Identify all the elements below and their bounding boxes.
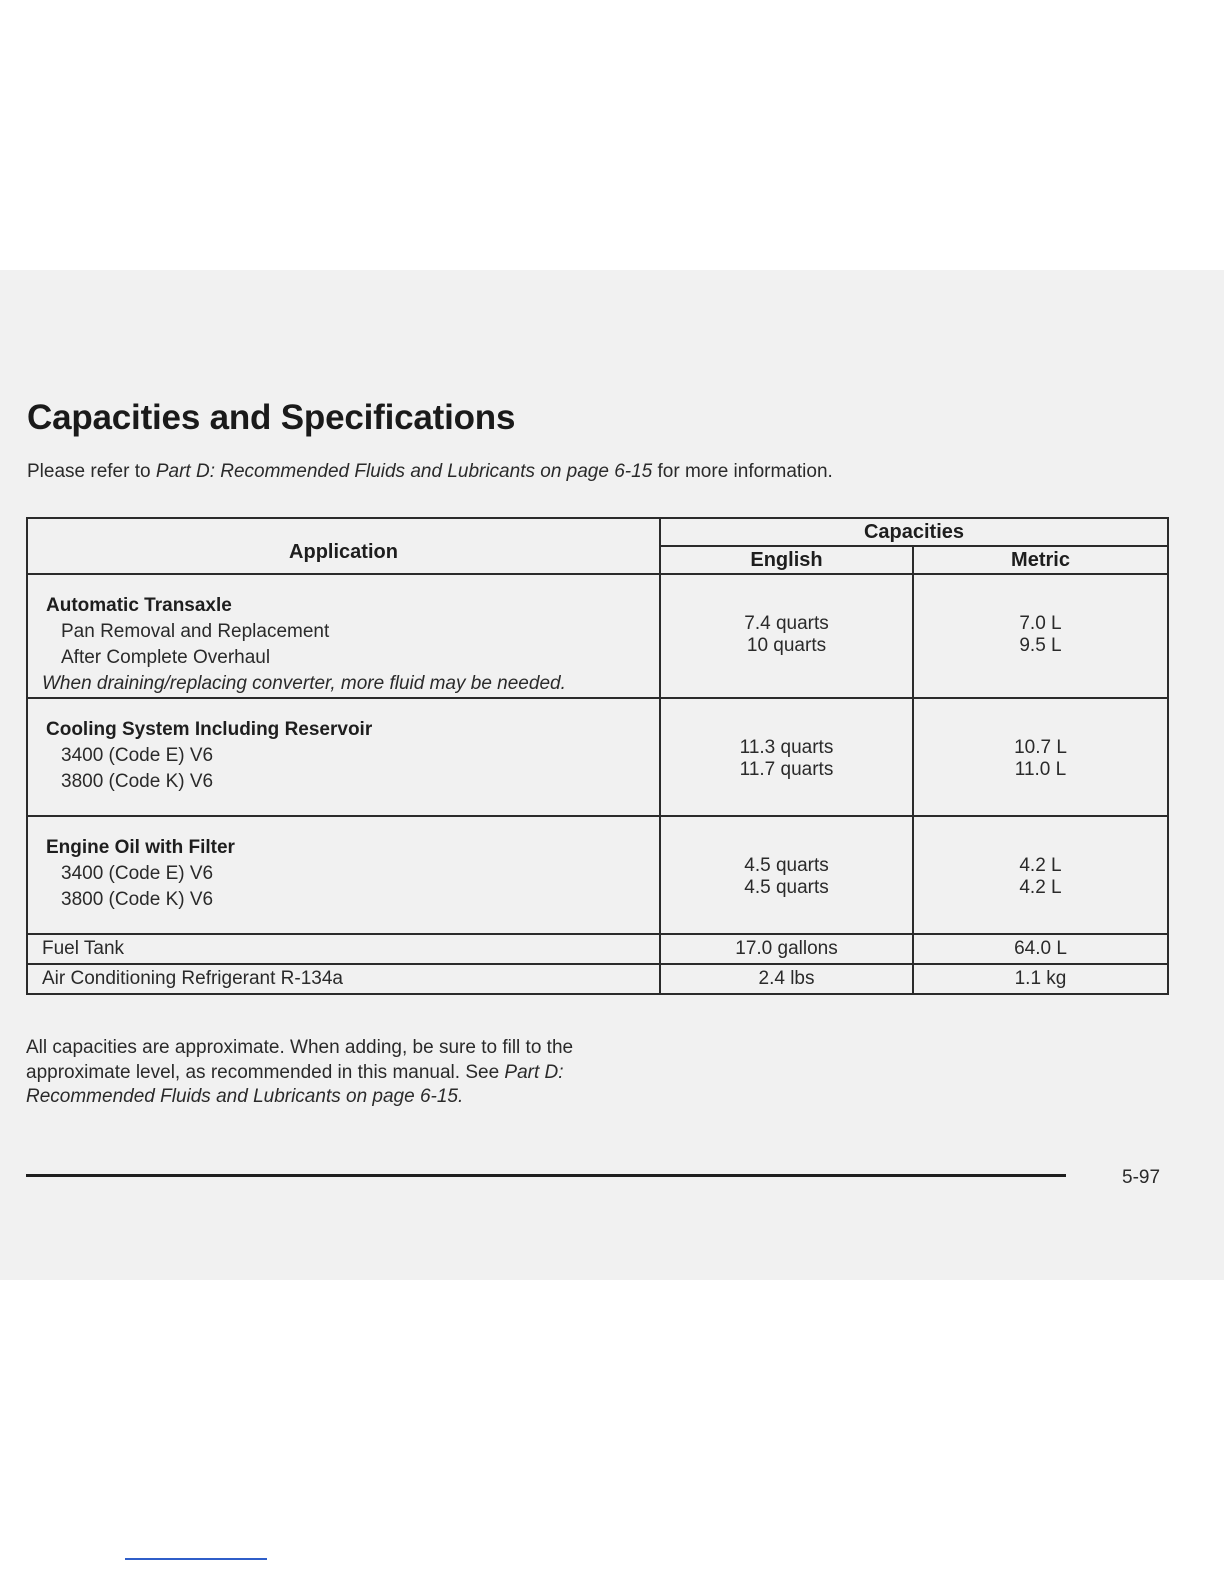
application-cell	[27, 574, 660, 698]
intro-reference: Part D: Recommended Fluids and Lubricants on page 6-15	[155, 461, 653, 482]
english-value: 4.5 quarts	[744, 855, 829, 876]
item-label: After Complete Overhaul	[61, 647, 271, 668]
table-row	[27, 934, 1168, 964]
english-value: 11.7 quarts	[739, 759, 834, 780]
english-value: 2.4 lbs	[660, 964, 913, 994]
metric-cell	[913, 816, 1168, 934]
english-cell	[660, 816, 913, 934]
table-row	[27, 816, 1168, 934]
english-cell	[660, 574, 913, 698]
group-title: Cooling System Including Reservoir	[46, 719, 373, 740]
group-title: Engine Oil with Filter	[46, 837, 235, 858]
metric-value: 10.7 L	[1014, 737, 1067, 758]
table-row	[27, 574, 1168, 698]
item-label: Pan Removal and Replacement	[61, 621, 330, 642]
capacities-table	[26, 517, 1169, 995]
group-title: Automatic Transaxle	[46, 595, 232, 616]
metric-value: 9.5 L	[1019, 635, 1062, 656]
table-row	[27, 698, 1168, 816]
english-value: 17.0 gallons	[660, 934, 913, 964]
metric-value: 4.2 L	[1019, 877, 1062, 898]
english-value: 4.5 quarts	[744, 877, 829, 898]
link-underline[interactable]	[125, 1558, 267, 1560]
item-label: 3400 (Code E) V6	[61, 745, 214, 766]
header-application: Application	[27, 518, 660, 574]
group-note: When draining/replacing converter, more fluid may be needed.	[42, 673, 566, 694]
header-metric: Metric	[913, 546, 1168, 574]
application-cell	[27, 816, 660, 934]
metric-value: 1.1 kg	[913, 964, 1168, 994]
metric-cell	[913, 698, 1168, 816]
english-value: 10 quarts	[746, 635, 827, 656]
table-row	[27, 964, 1168, 994]
page-number: 5-97	[1122, 1167, 1161, 1188]
metric-value: 4.2 L	[1019, 855, 1062, 876]
intro-text	[27, 461, 833, 483]
application-cell	[27, 698, 660, 816]
application-cell: Fuel Tank	[27, 934, 660, 964]
footer-rule	[26, 1174, 1066, 1177]
intro-suffix: for more information.	[652, 461, 833, 482]
footnote-reference: Part D: Recommended Fluids and Lubricants on page 6-15.	[26, 1061, 564, 1107]
application-cell: Air Conditioning Refrigerant R-134a	[27, 964, 660, 994]
item-label: 3800 (Code K) V6	[61, 771, 214, 792]
english-value: 7.4 quarts	[744, 613, 829, 634]
header-english: English	[660, 546, 913, 574]
header-capacities: Capacities	[660, 518, 1168, 546]
item-label: 3800 (Code K) V6	[61, 889, 214, 910]
metric-value: 11.0 L	[1014, 759, 1067, 780]
english-cell	[660, 698, 913, 816]
metric-value: 64.0 L	[913, 934, 1168, 964]
footnote-text: All capacities are approximate. When adding, be sure to fill to the approximate level, as recommended in this manual. See	[26, 1037, 574, 1083]
english-value: 11.3 quarts	[739, 737, 834, 758]
footnote	[26, 1036, 586, 1110]
intro-prefix: Please refer to	[27, 461, 156, 482]
page-title: Capacities and Specifications	[27, 398, 516, 437]
metric-value: 7.0 L	[1019, 613, 1062, 634]
metric-cell	[913, 574, 1168, 698]
item-label: 3400 (Code E) V6	[61, 863, 214, 884]
